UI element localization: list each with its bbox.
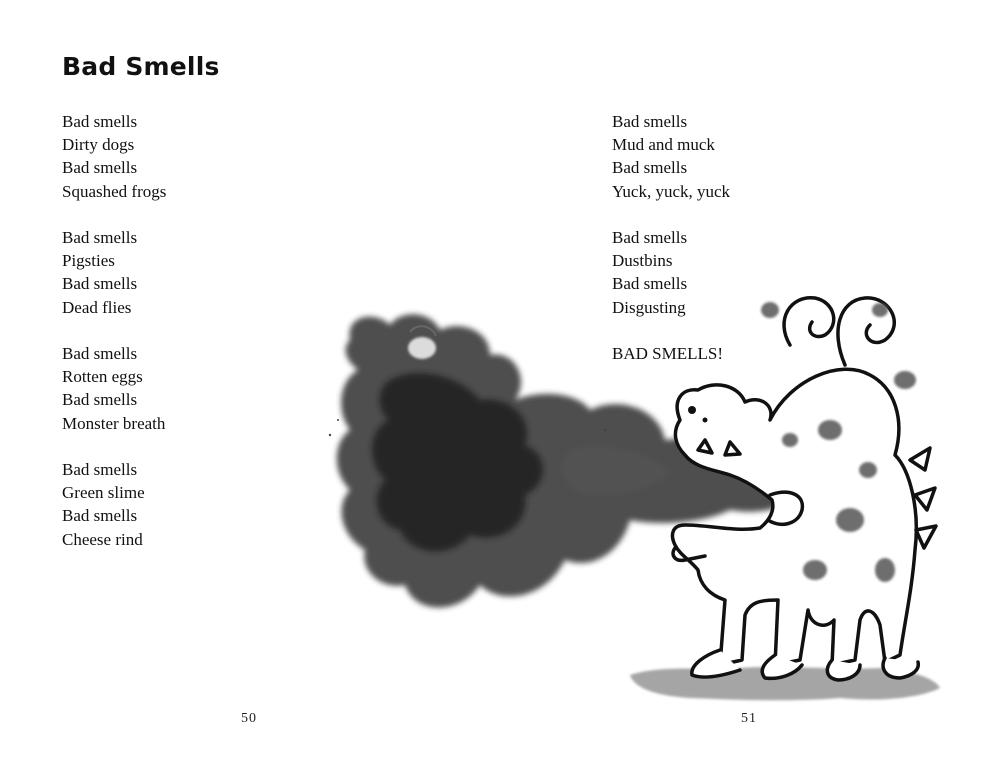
poem-line: Monster breath	[62, 413, 166, 433]
poem-line: Mud and muck	[612, 135, 715, 155]
poem-line: Squashed frogs	[62, 181, 167, 201]
poem-line: Cheese rind	[62, 529, 143, 549]
poem-line: Bad smells	[62, 158, 138, 178]
poem-line: Green slime	[62, 483, 145, 503]
poem-line: Dustbins	[612, 251, 673, 271]
poem-line: Bad smells	[62, 228, 138, 247]
poem-line: Rotten eggs	[62, 367, 143, 387]
stanza	[62, 110, 166, 203]
poem-line: Bad smells	[62, 344, 138, 363]
poem-line: Bad smells	[612, 158, 688, 178]
stanza	[612, 342, 730, 365]
page-number-left: 50	[241, 711, 257, 726]
poem-line: Bad smells	[62, 506, 138, 526]
poem-line: Bad smells	[62, 460, 138, 479]
stanza	[612, 226, 730, 319]
poem-line: Bad smells	[62, 274, 138, 294]
poem-line: BAD SMELLS!	[612, 344, 723, 363]
poem-line: Bad smells	[62, 390, 138, 410]
stanza	[62, 458, 166, 551]
poem-line: Dead flies	[62, 297, 132, 317]
poem-title: Bad Smells	[62, 52, 220, 81]
stanza	[612, 110, 730, 203]
poem-line: Yuck, yuck, yuck	[612, 181, 731, 201]
poem-column-left	[62, 110, 166, 551]
poem-line: Bad smells	[62, 112, 138, 131]
poem-line: Bad smells	[612, 228, 688, 247]
poem-line: Bad smells	[612, 112, 688, 131]
page-number-right: 51	[741, 711, 757, 726]
poem-column-right	[612, 110, 730, 365]
stanza	[62, 342, 166, 435]
poem-line: Disgusting	[612, 297, 686, 317]
poem-line: Dirty dogs	[62, 135, 135, 155]
stanza	[62, 226, 166, 319]
poem-line: Pigsties	[62, 251, 115, 271]
poem-line: Bad smells	[612, 274, 688, 294]
